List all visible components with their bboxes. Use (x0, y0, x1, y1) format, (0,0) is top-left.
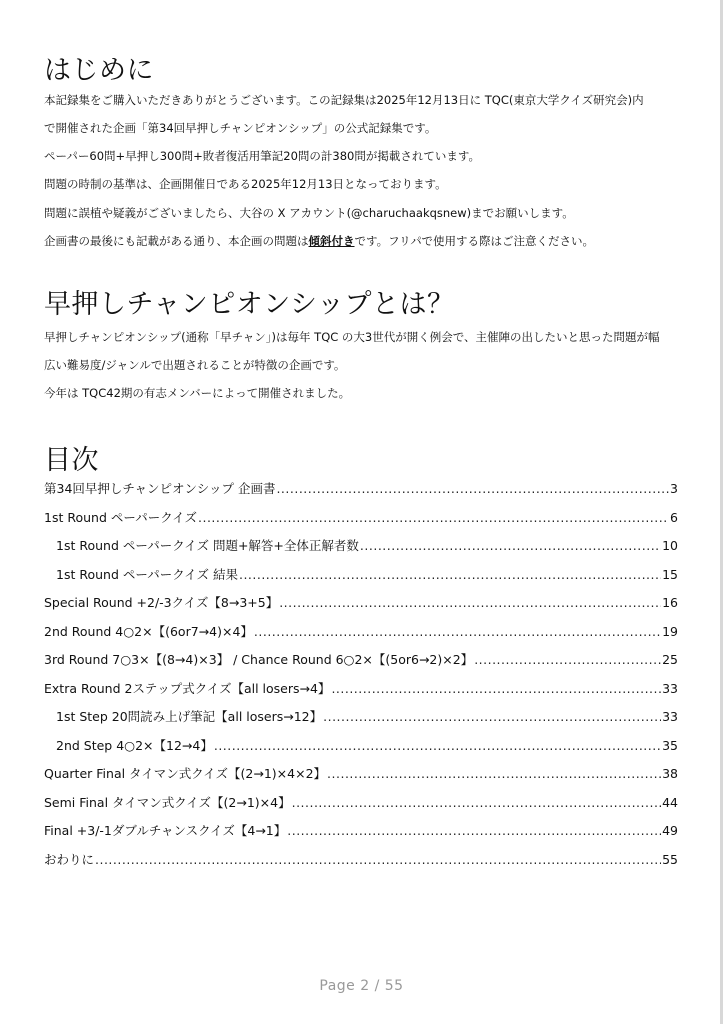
about-line: 今年は TQC42期の有志メンバーによって開催されました。 (44, 386, 351, 400)
about-heading: 早押しチャンピオンシップとは？ (44, 289, 455, 320)
toc-entry-title: 1st Round ペーパークイズ 問題+解答+全体正解者数 (56, 538, 359, 553)
intro-line: ペーパー60問+早押し300問+敗者復活用筆記20問の計380問が掲載されています。 (44, 149, 480, 163)
toc-entry-page: 49 (662, 823, 678, 838)
intro-line-warning (44, 233, 594, 249)
toc-entry-page: 6 (670, 509, 678, 525)
page-indicator: Page 2 / 55 (319, 978, 404, 994)
toc-entry-title: Final +3/-1ダブルチャンスクイズ【4→1】 (44, 823, 287, 838)
toc-entry[interactable] (56, 709, 678, 725)
toc-entry-page: 33 (662, 680, 678, 696)
toc-dot-leader (292, 795, 662, 811)
toc-entry-title: Extra Round 2ステップ式クイズ【all losers→4】 (44, 680, 331, 696)
toc-entry-page: 19 (662, 623, 678, 639)
toc-dot-leader (327, 766, 661, 782)
toc-entry-page: 35 (662, 737, 678, 753)
intro-line: 問題の時制の基準は、企画開催日である2025年12月13日となっております。 (44, 177, 447, 191)
toc-entry-page: 55 (662, 851, 678, 867)
toc-dot-leader (254, 624, 661, 640)
toc-dot-leader (239, 567, 661, 583)
about-line: 広い難易度/ジャンルで出題されることが特徴の企画です。 (44, 358, 346, 372)
toc-dot-leader (360, 538, 661, 554)
toc-entry-page: 44 (662, 794, 678, 810)
toc-entry[interactable] (44, 681, 678, 697)
toc-entry-page: 33 (662, 709, 678, 724)
toc-entry[interactable] (56, 738, 678, 754)
intro-heading: はじめに (44, 55, 154, 86)
toc-heading: 目次 (44, 445, 99, 476)
toc-dot-leader (287, 823, 661, 839)
intro-line: 問題に誤植や疑義がございましたら、大谷の X アカウント(@charuchaakqsnew)までお願いします。 (44, 206, 574, 220)
toc-entry-title: おわりに (44, 851, 95, 867)
toc-entry[interactable] (56, 538, 678, 554)
toc-dot-leader (198, 510, 669, 526)
toc-entry[interactable] (44, 624, 678, 640)
toc-entry-page: 16 (662, 595, 678, 610)
toc-dot-leader (276, 481, 669, 497)
toc-entry[interactable] (44, 595, 678, 611)
toc-entry-page: 15 (662, 566, 678, 582)
toc-entry[interactable] (44, 795, 678, 811)
toc-entry-title: 第34回早押しチャンピオンシップ 企画書 (44, 481, 276, 496)
toc-entry[interactable] (56, 567, 678, 583)
toc-entry-title: 1st Round ペーパークイズ 結果 (56, 566, 238, 582)
toc-entry[interactable] (44, 823, 678, 839)
toc-entry[interactable] (44, 852, 678, 868)
intro-line: で開催された企画「第34回早押しチャンピオンシップ」の公式記録集です。 (44, 121, 437, 135)
toc-dot-leader (323, 709, 661, 725)
warning-text: 企画書の最後にも記載がある通り、本企画の問題は (44, 234, 309, 248)
toc-entry-title: 2nd Round 4○2×【(6or7→4)×4】 (44, 623, 253, 639)
warning-emphasis: 傾斜付き (308, 234, 355, 248)
toc-entry-title: Quarter Final タイマン式クイズ【(2→1)×4×2】 (44, 766, 327, 781)
toc-entry-page: 10 (662, 538, 678, 553)
toc-dot-leader (474, 652, 661, 668)
toc-entry-title: 3rd Round 7○3×【(8→4)×3】 / Chance Round 6○2×【(5or6→2)×2】 (44, 652, 474, 667)
warning-text: です。フリパで使用する際はご注意ください。 (354, 234, 595, 248)
toc-entry-title: 1st Step 20問読み上げ筆記【all losers→12】 (56, 709, 323, 724)
toc-entry-page: 38 (662, 766, 678, 781)
toc-entry-title: Semi Final タイマン式クイズ【(2→1)×4】 (44, 794, 291, 810)
toc-dot-leader (331, 681, 661, 697)
toc-entry-page: 3 (670, 481, 678, 496)
toc-entry[interactable] (44, 481, 678, 497)
toc-dot-leader (279, 595, 661, 611)
toc-entry[interactable] (44, 510, 678, 526)
toc-entry-page: 25 (662, 652, 678, 667)
toc-entry-title: Special Round +2/-3クイズ【8→3+5】 (44, 595, 279, 610)
toc-entry[interactable] (44, 652, 678, 668)
intro-line: 本記録集をご購入いただきありがとうございます。この記録集は2025年12月13日に TQC(東京大学クイズ研究会)内 (44, 93, 644, 107)
toc-entry-title: 1st Round ペーパークイズ (44, 509, 197, 525)
toc-dot-leader (214, 738, 661, 754)
toc-dot-leader (95, 852, 661, 868)
about-line: 早押しチャンピオンシップ(通称「早チャン」)は毎年 TQC の大3世代が開く例会で、主催陣の出したいと思った問題が幅 (44, 330, 660, 344)
toc-entry-title: 2nd Step 4○2×【12→4】 (56, 737, 213, 753)
toc-entry[interactable] (44, 766, 678, 782)
